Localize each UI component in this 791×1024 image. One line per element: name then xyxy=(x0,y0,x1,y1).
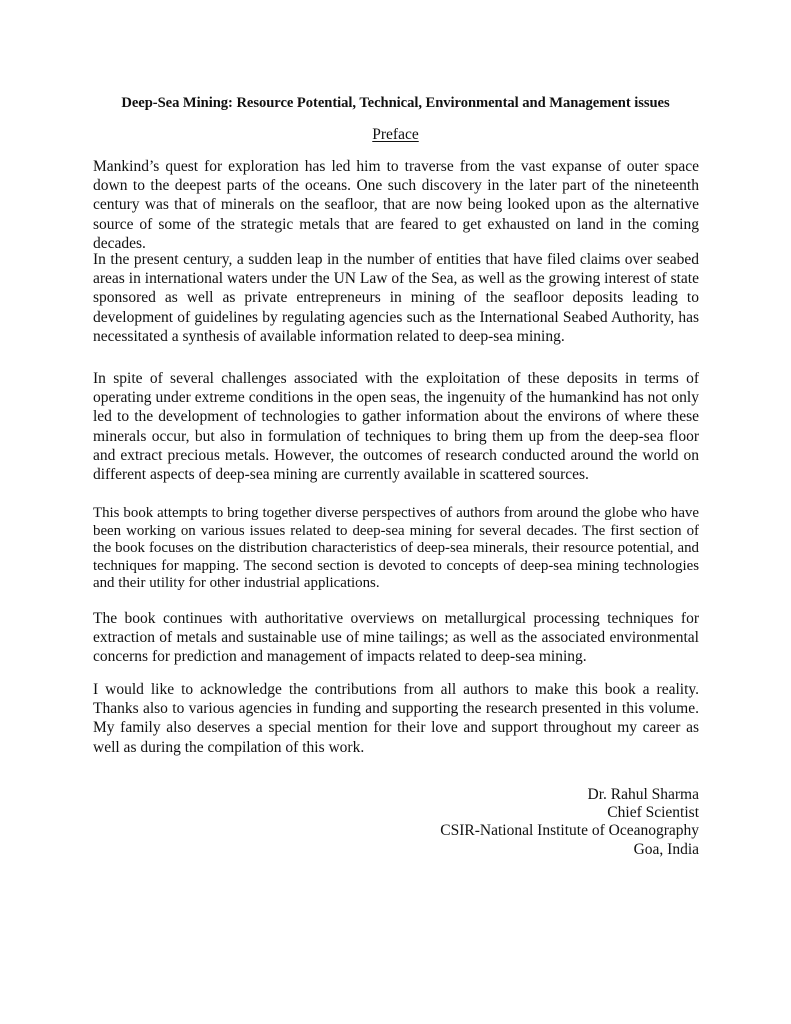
preface-heading: Preface xyxy=(372,126,419,143)
signature-institution: CSIR-National Institute of Oceanography xyxy=(440,822,699,840)
paragraph-exploration: Mankind’s quest for exploration has led him to traverse from the vast expanse of outer space down to the deepest parts of the oceans. One such discovery in the later part of the nineteenth century was that of minerals on the seafloor, that are now being looked upon as the alternative source of some of the strategic metals that are feared to get exhausted on land in the coming decades. xyxy=(93,158,699,252)
book-title: Deep-Sea Mining: Resource Potential, Technical, Environmental and Management issues xyxy=(121,95,670,111)
signature-location: Goa, India xyxy=(633,840,699,858)
paragraph-book-overview: This book attempts to bring together diverse perspectives of authors from around the globe who have been working on various issues related to deep-sea mining for several decades. The first section of the book focuses on the distribution characteristics of deep-sea minerals, their resource potential, and techniques for mapping. The second section is devoted to concepts of deep-sea mining technologies and their utility for other industrial applications. xyxy=(93,505,699,592)
signature-name: Dr. Rahul Sharma xyxy=(587,786,699,803)
signature-position: Chief Scientist xyxy=(607,804,699,822)
paragraph-present-century: In the present century, a sudden leap in the number of entities that have filed claims over seabed areas in international waters under the UN Law of the Sea, as well as the growing interest of state sponsored as well as private entrepreneurs in mining of the seafloor deposits leading to development of guidelines by regulating agencies such as the International Seabed Authority, has necessitated a synthesis of available information related to deep-sea mining. xyxy=(93,251,699,345)
paragraph-challenges: In spite of several challenges associated with the exploitation of these deposits in terms of operating under extreme conditions in the open seas, the ingenuity of the humankind has not only led to the development of technologies to gather information about the environs of where these minerals occur, but also in formulation of techniques to bring them up from the deep-sea floor and extract precious metals. However, the outcomes of research conducted around the world on different aspects of deep-sea mining are currently available in scattered sources. xyxy=(93,370,699,484)
signature-block xyxy=(393,786,699,859)
paragraph-acknowledgements: I would like to acknowledge the contributions from all authors to make this book a reality. Thanks also to various agencies in funding and supporting the research presented in this volume. My family also deserves a special mention for their love and support throughout my career as well as during the compilation of this work. xyxy=(93,681,699,756)
paragraph-book-continues: The book continues with authoritative overviews on metallurgical processing techniques for extraction of metals and sustainable use of mine tailings; as well as the associated environmental concerns for prediction and management of impacts related to deep-sea mining. xyxy=(93,610,699,666)
